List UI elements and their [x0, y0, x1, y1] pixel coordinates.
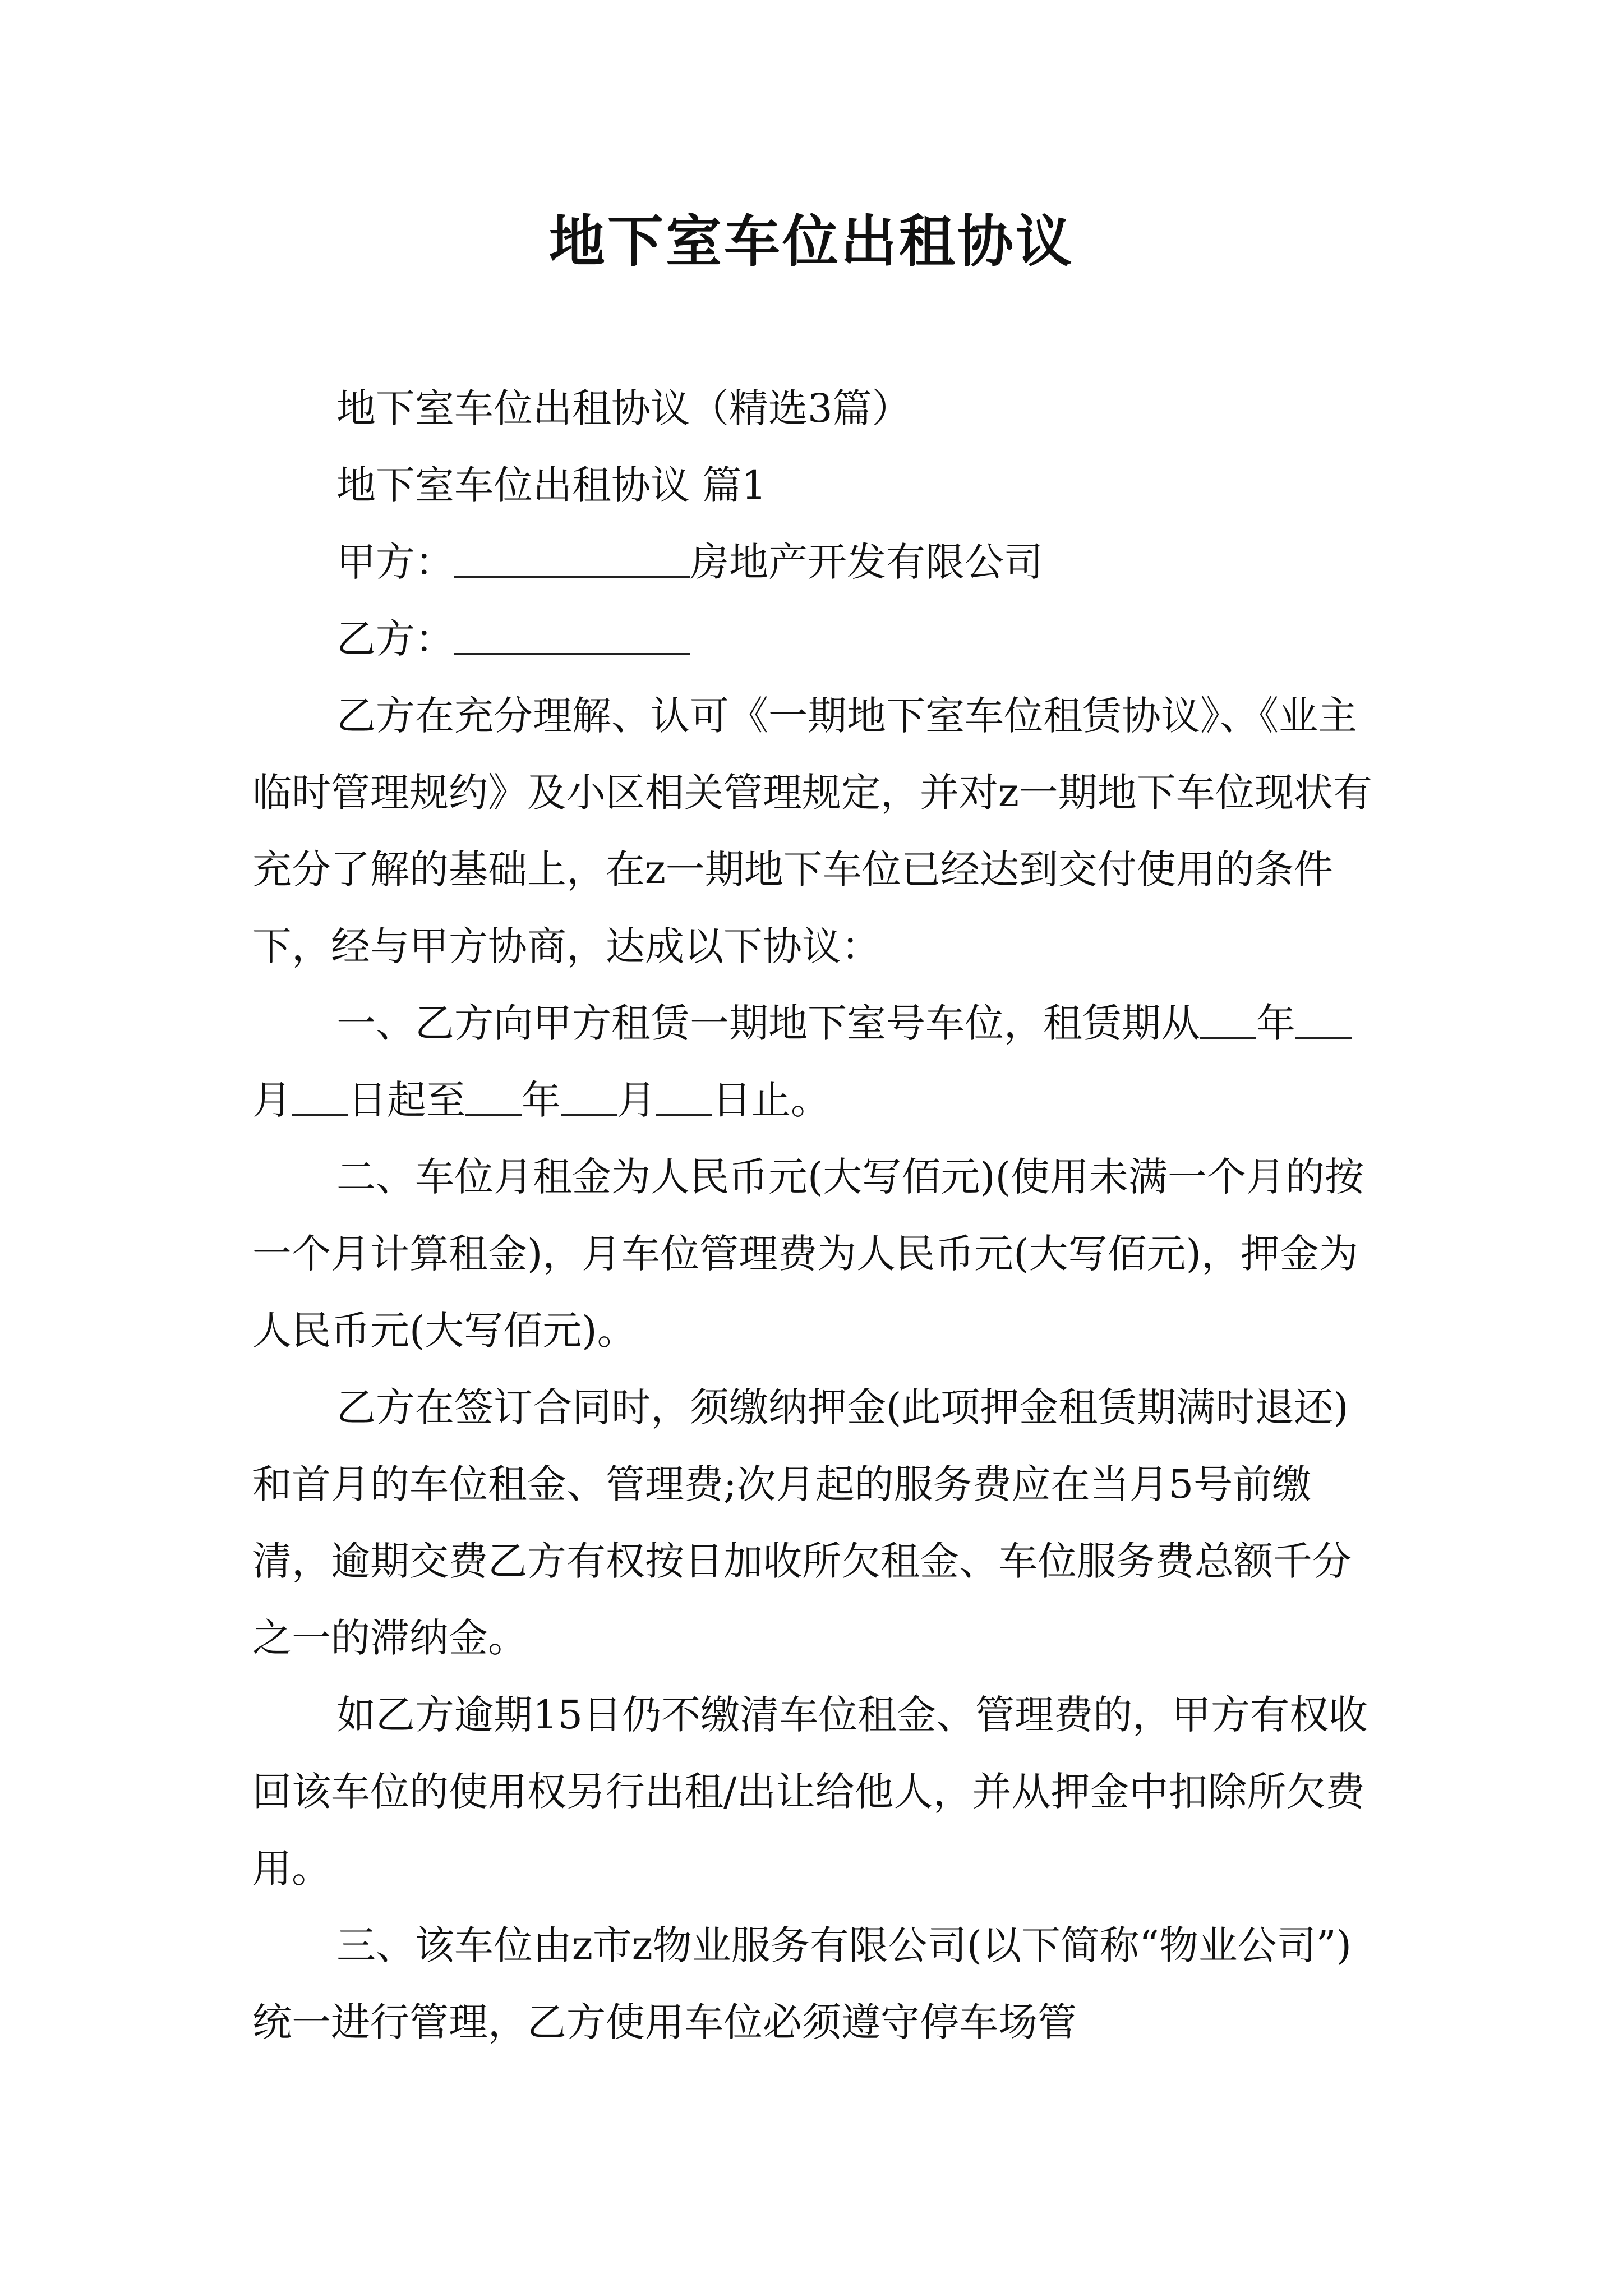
clause-1-paragraph: [252, 985, 1374, 1139]
party-a-label: 甲方：: [336, 539, 454, 585]
document-body: [252, 370, 1374, 2061]
clause-2-paragraph: 二、车位月租金为人民币元(大写佰元)(使用未满一个月的按一个月计算租金)，月车位管理费为人民币元(大写佰元)，押金为人民币元(大写佰元)。: [252, 1154, 1364, 1354]
blank-day-1: [292, 1076, 348, 1116]
blank-month-2: [561, 1076, 617, 1116]
clause-1-year-2: 年: [522, 1077, 561, 1123]
party-b-line: [252, 601, 1374, 678]
clause-3-paragraph: 三、该车位由z市z物业服务有限公司(以下简称“物业公司”)统一进行管理，乙方使用车位必须遵守停车场管: [252, 1922, 1352, 2045]
overdue-paragraph: 如乙方逾期15日仍不缴清车位租金、管理费的，甲方有权收回该车位的使用权另行出租/出让给他人，并从押金中扣除所欠费用。: [252, 1692, 1368, 1892]
blank-year-2: [465, 1076, 522, 1116]
party-a-line: [252, 524, 1374, 601]
subtitle-line: 地下室车位出租协议（精选3篇）: [336, 385, 911, 431]
blank-year-1: [1200, 1000, 1256, 1039]
party-a-suffix: 房地产开发有限公司: [690, 539, 1043, 585]
payment-paragraph: 乙方在签订合同时，须缴纳押金(此项押金租赁期满时退还)和首月的车位租金、管理费;次月起的服务费应在当月5号前缴清，逾期交费乙方有权按日加收所欠租金、车位服务费总额千分之一的滞纳金。: [252, 1384, 1352, 1661]
intro-paragraph: 乙方在充分理解、认可《一期地下室车位租赁协议》、《业主临时管理规约》及小区相关管理规定，并对z一期地下车位现状有充分了解的基础上，在z一期地下车位已经达到交付使用的条件下，经与甲方协商，达成以下协议：: [252, 693, 1372, 969]
party-b-label: 乙方：: [336, 616, 454, 662]
blank-day-2: [656, 1076, 712, 1116]
party-a-blank: [454, 539, 690, 578]
clause-1-text: 一、乙方向甲方租赁一期地下室号车位，租赁期从: [336, 1000, 1200, 1046]
clause-1-day-1: 日起至: [348, 1077, 465, 1123]
clause-1-year-1: 年: [1256, 1000, 1295, 1046]
blank-month-1: [1295, 1000, 1352, 1039]
party-b-blank: [454, 615, 690, 655]
document-title: 地下室车位出租协议: [549, 208, 1074, 274]
section-heading: 地下室车位出租协议 篇1: [336, 462, 767, 508]
clause-1-day-2: 日止。: [712, 1077, 830, 1123]
clause-1-month-1: 月: [252, 1077, 292, 1123]
clause-1-month-2: 月: [617, 1077, 656, 1123]
